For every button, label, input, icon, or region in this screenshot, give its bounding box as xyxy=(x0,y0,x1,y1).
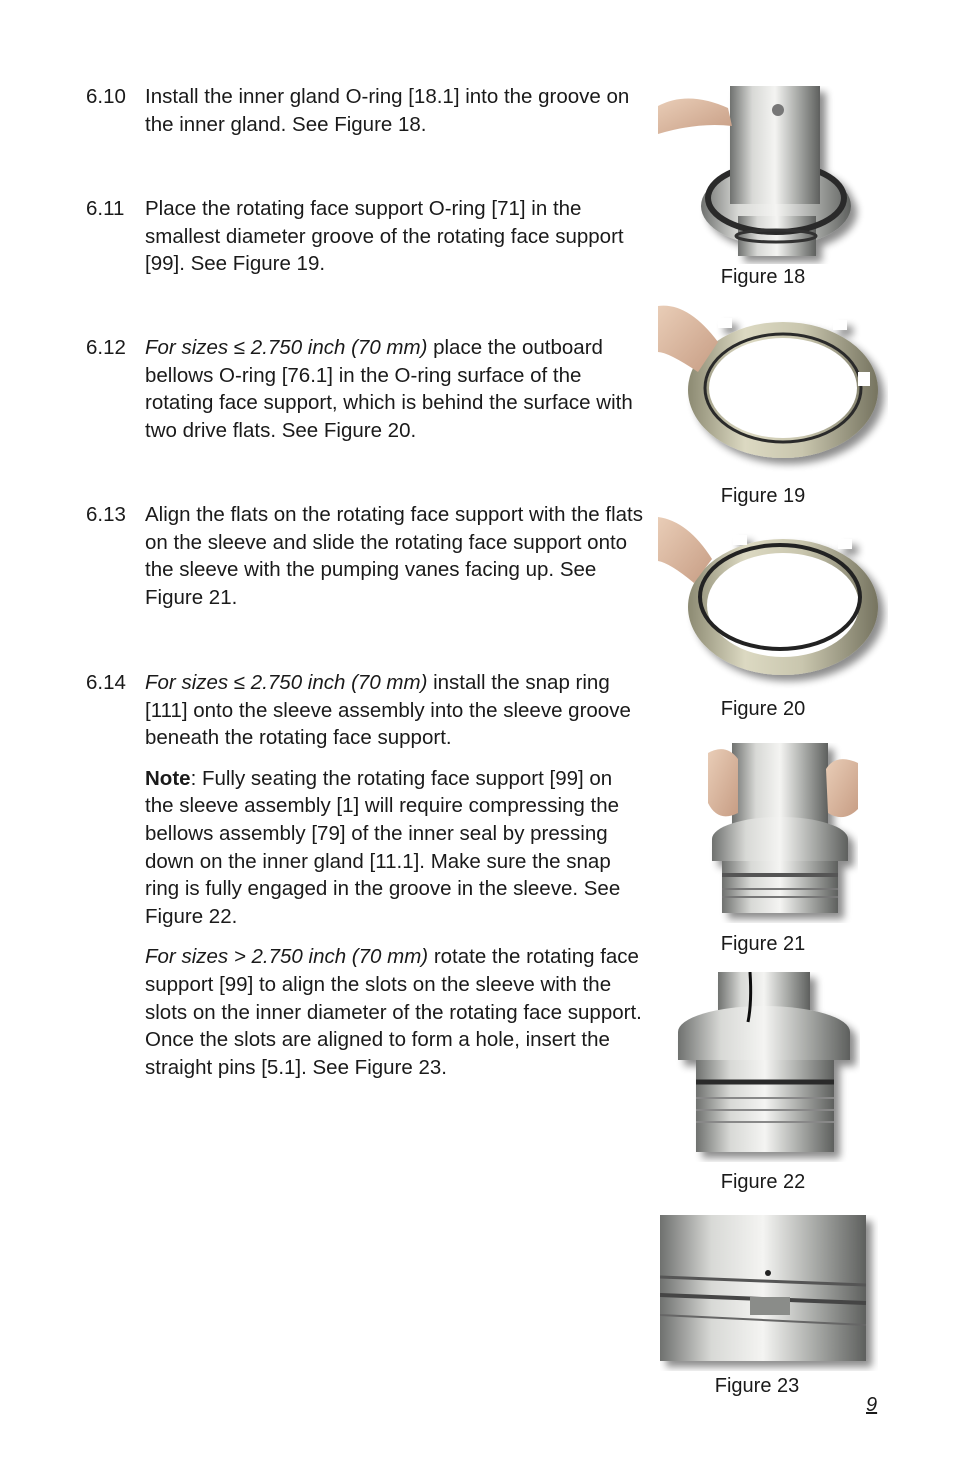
note-text: : Fully seating the rotating face support [99] on the sleeve assembly [1] will require compressing the bellows assembly [79] of the inner seal by pressing down on the inner gland [11.1]. Make sure the snap ring is fully engaged in the groove in the sleeve. See Figure 22. xyxy=(145,766,621,928)
note-label: Note xyxy=(145,766,191,790)
page-number: 9 xyxy=(866,1394,878,1416)
extra-text: rotate the rotating face support [99] to align the slots on the sleeve with the slots on the inner diameter of the rotating face support. Once the slots are aligned to form a hole, insert the straight pins [5.1]. See Figure 23. xyxy=(145,945,642,1079)
step-number: 6.14 xyxy=(86,671,126,694)
figure-18-caption: Figure 18 xyxy=(720,266,806,288)
figure-20-caption: Figure 20 xyxy=(720,698,806,720)
step-text: Install the inner gland O-ring [18.1] into the groove on the inner gland. See Figure 18. xyxy=(145,85,630,136)
figure-22-caption: Figure 22 xyxy=(720,1171,806,1193)
figure-23-caption: Figure 23 xyxy=(714,1375,800,1397)
size-condition: For sizes ≤ 2.750 inch (70 mm) xyxy=(145,336,428,359)
figure-19-caption: Figure 19 xyxy=(720,485,806,507)
figure-21-caption: Figure 21 xyxy=(720,933,806,955)
figure-18-photo xyxy=(658,86,888,264)
step-text: install the snap ring [111] onto the sleeve assembly into the sleeve groove beneath the rotating face support. xyxy=(145,671,631,750)
figure-21-photo xyxy=(708,743,858,923)
note-paragraph xyxy=(145,765,646,931)
figure-19-photo xyxy=(658,302,888,472)
step-text: Place the rotating face support O-ring [71] in the smallest diameter groove of the rotating face support [99]. See Figure 19. xyxy=(145,197,624,276)
figure-22-photo xyxy=(670,972,860,1162)
step-number: 6.12 xyxy=(86,336,126,359)
step-6-13 xyxy=(86,501,646,611)
step-text: Align the flats on the rotating face support with the flats on the sleeve and slide the rotating face support onto the sleeve with the pumping vanes facing up. See Figure 21. xyxy=(145,503,643,609)
step-6-12 xyxy=(86,334,646,444)
step-6-10 xyxy=(86,83,646,138)
step-text: place the outboard bellows O-ring [76.1] in the O-ring surface of the rotating face support, which is behind the surface with two drive flats. See Figure 20. xyxy=(145,336,633,442)
step-6-14 xyxy=(86,669,646,1081)
figure-23-photo xyxy=(660,1215,878,1371)
size-condition-large: For sizes > 2.750 inch (70 mm) xyxy=(145,945,429,969)
step-6-11 xyxy=(86,195,646,278)
step-number: 6.11 xyxy=(86,197,125,220)
figure-20-photo xyxy=(658,517,888,689)
step-number: 6.13 xyxy=(86,503,126,526)
step-number: 6.10 xyxy=(86,85,126,108)
size-condition: For sizes ≤ 2.750 inch (70 mm) xyxy=(145,671,428,694)
